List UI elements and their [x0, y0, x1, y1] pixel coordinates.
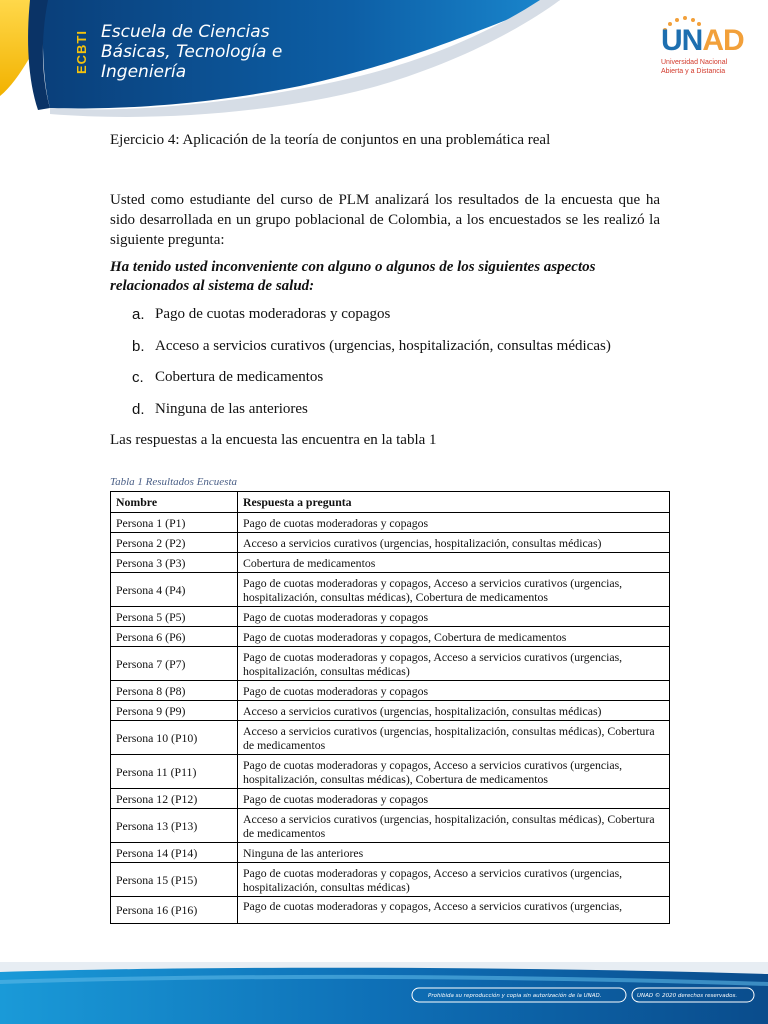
answers-reference: Las respuestas a la encuesta las encuentra en la tabla 1 [110, 432, 437, 448]
table-row [111, 843, 670, 863]
school-name-line: Escuela de Ciencias [101, 22, 270, 42]
cell-response: Pago de cuotas moderadoras y copagos, Cobertura de medicamentos [238, 627, 670, 647]
table-row [111, 533, 670, 553]
cell-response: Pago de cuotas moderadoras y copagos, Acceso a servicios curativos (urgencias, hospitalización, consultas médicas), Cobertura de medicamentos [238, 755, 670, 789]
options-list [132, 306, 611, 432]
footer-banner [0, 962, 768, 1024]
cell-name: Persona 5 (P5) [111, 607, 238, 627]
unad-logo [655, 14, 745, 84]
ecbti-vertical-label: ECBTI [74, 30, 89, 74]
cell-name: Persona 15 (P15) [111, 863, 238, 897]
table-caption: Tabla 1 Resultados Encuesta [110, 476, 238, 488]
cell-name: Persona 4 (P4) [111, 573, 238, 607]
cell-response: Acceso a servicios curativos (urgencias, hospitalización, consultas médicas), Cobertura de medicamentos [238, 809, 670, 843]
table-row [111, 789, 670, 809]
table-row [111, 573, 670, 607]
cell-response: Acceso a servicios curativos (urgencias, hospitalización, consultas médicas) [238, 701, 670, 721]
cell-name: Persona 13 (P13) [111, 809, 238, 843]
footer-copyright-notice: Prohibida su reproducción y copia sin autorización de la UNAD. [428, 993, 602, 999]
cell-response: Pago de cuotas moderadoras y copagos [238, 607, 670, 627]
table-row [111, 627, 670, 647]
exercise-title: Ejercicio 4: Aplicación de la teoría de conjuntos en una problemática real [110, 132, 551, 148]
school-name-line: Ingeniería [101, 62, 187, 82]
cell-response: Pago de cuotas moderadoras y copagos, Acceso a servicios curativos (urgencias, hospitalización, consultas médicas) [238, 647, 670, 681]
option-item: d. Ninguna de las anteriores [132, 400, 308, 418]
header-cell-response: Respuesta a pregunta [238, 492, 670, 513]
cell-name: Persona 6 (P6) [111, 627, 238, 647]
cell-name: Persona 9 (P9) [111, 701, 238, 721]
option-item: a. Pago de cuotas moderadoras y copagos [132, 306, 391, 323]
table-row [111, 553, 670, 573]
cell-response: Pago de cuotas moderadoras y copagos [238, 513, 670, 533]
table-row [111, 863, 670, 897]
cell-response: Cobertura de medicamentos [238, 553, 670, 573]
option-item: c. Cobertura de medicamentos [132, 369, 324, 386]
cell-name: Persona 8 (P8) [111, 681, 238, 701]
cell-response: Ninguna de las anteriores [238, 843, 670, 863]
cell-name: Persona 11 (P11) [111, 755, 238, 789]
logo-subtitle: Universidad Nacional Abierta y a Distancia [661, 59, 728, 75]
table-header-row [111, 492, 670, 513]
cell-name: Persona 7 (P7) [111, 647, 238, 681]
results-table [110, 491, 670, 924]
table-row [111, 513, 670, 533]
footer-rights: UNAD © 2020 derechos reservados. [637, 993, 738, 999]
intro-paragraph: Usted como estudiante del curso de PLM analizará los resultados de la encuesta que ha sido desarrollada en un grupo poblacional de Colombia, a los encuestados se les realizó la siguiente pregunta: [110, 192, 660, 248]
cell-name: Persona 10 (P10) [111, 721, 238, 755]
cell-response: Pago de cuotas moderadoras y copagos, Acceso a servicios curativos (urgencias, hospitalización, consultas médicas) [238, 863, 670, 897]
cell-name: Persona 3 (P3) [111, 553, 238, 573]
cell-name: Persona 14 (P14) [111, 843, 238, 863]
cell-response: Pago de cuotas moderadoras y copagos [238, 789, 670, 809]
table-row [111, 701, 670, 721]
cell-response: Acceso a servicios curativos (urgencias, hospitalización, consultas médicas), Cobertura de medicamentos [238, 721, 670, 755]
cell-name: Persona 16 (P16) [111, 897, 238, 924]
table-row [111, 721, 670, 755]
table-row [111, 755, 670, 789]
cell-response: Pago de cuotas moderadoras y copagos [238, 681, 670, 701]
cell-name: Persona 1 (P1) [111, 513, 238, 533]
header-cell-name: Nombre [111, 492, 238, 513]
cell-response: Pago de cuotas moderadoras y copagos, Acceso a servicios curativos (urgencias, hospitalización, consultas médicas), Cobertura de medicamentos [238, 573, 670, 607]
survey-question: Ha tenido usted inconveniente con alguno o algunos de los siguientes aspectos relacionados al sistema de salud: [110, 259, 596, 294]
table-row [111, 809, 670, 843]
school-name [101, 22, 282, 82]
table-row [111, 647, 670, 681]
cell-name: Persona 2 (P2) [111, 533, 238, 553]
table-row [111, 681, 670, 701]
school-name-line: Básicas, Tecnología e [101, 42, 283, 62]
cell-name: Persona 12 (P12) [111, 789, 238, 809]
logo-wordmark: UNAD [661, 24, 744, 57]
cell-response: Acceso a servicios curativos (urgencias, hospitalización, consultas médicas) [238, 533, 670, 553]
option-item: b. Acceso a servicios curativos (urgencias, hospitalización, consultas médicas) [132, 337, 611, 355]
header-banner [0, 0, 768, 120]
cell-response: Pago de cuotas moderadoras y copagos, Acceso a servicios curativos (urgencias, [238, 897, 670, 924]
table-row [111, 897, 670, 924]
table-row [111, 607, 670, 627]
